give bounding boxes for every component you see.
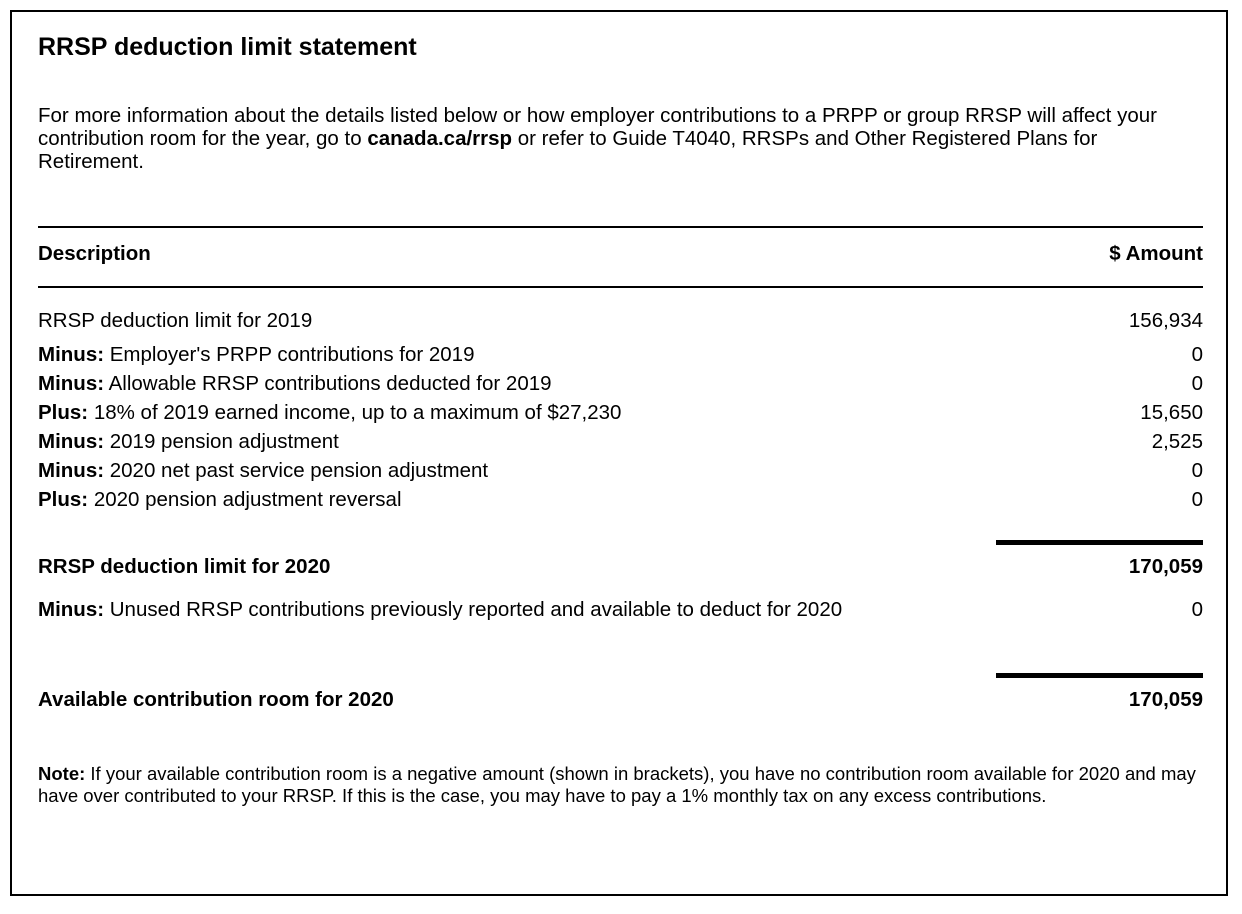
total-rule [996, 673, 1203, 678]
subtotal-label: RRSP deduction limit for 2020 [38, 555, 331, 578]
row-label: 2020 pension adjustment reversal [88, 488, 402, 511]
row-amount: 156,934 [1128, 309, 1203, 332]
row-label: Unused RRSP contributions previously reported and available to deduct for 2020 [104, 598, 843, 621]
table-row [38, 488, 1203, 511]
subtotal-amount: 170,059 [1128, 555, 1203, 578]
note-text: If your available contribution room is a negative amount (shown in brackets), you have no contribution room available for 2020 and may have over contributed to your RRSP. If this is the case, you may have to pay a 1% monthly tax on any excess contributions. [38, 763, 1196, 806]
row-label: Allowable RRSP contributions deducted for 2019 [104, 372, 552, 395]
note-prefix: Note: [38, 763, 86, 784]
row-label: RRSP deduction limit for 2019 [38, 309, 313, 332]
row-label: Employer's PRPP contributions for 2019 [104, 343, 475, 366]
unused-contributions-row [38, 598, 1203, 621]
row-prefix: Minus: [38, 430, 105, 453]
row-prefix: Plus: [38, 488, 89, 511]
table-header [38, 242, 1203, 265]
table-header-rule [38, 286, 1203, 288]
header-amount: $ Amount [1109, 242, 1203, 265]
row-amount: 0 [1191, 343, 1203, 366]
rrsp-link[interactable]: canada.ca/rrsp [367, 127, 513, 150]
row-amount: 0 [1191, 488, 1203, 511]
row-label: 18% of 2019 earned income, up to a maximum of $27,230 [88, 401, 622, 424]
row-label: 2019 pension adjustment [104, 430, 339, 453]
table-row [38, 401, 1203, 424]
row-amount: 15,650 [1140, 401, 1203, 424]
total-label: Available contribution room for 2020 [38, 688, 394, 711]
intro-paragraph [38, 104, 1203, 173]
row-label: 2020 net past service pension adjustment [104, 459, 489, 482]
total-row [38, 688, 1203, 711]
header-description: Description [38, 242, 151, 265]
table-row [38, 372, 1203, 395]
table-row [38, 430, 1203, 453]
subtotal-row [38, 555, 1203, 578]
table-row [38, 459, 1203, 482]
row-prefix: Minus: [38, 372, 105, 395]
row-amount: 0 [1191, 372, 1203, 395]
statement-title: RRSP deduction limit statement [38, 33, 417, 61]
intro-text-before: For more information about the details listed below or how employer contributions to a PRPP or group RRSP will affect your contribution room for the year, go to [38, 104, 1157, 150]
row-amount: 0 [1191, 459, 1203, 482]
total-amount: 170,059 [1128, 688, 1203, 711]
intro-text-after: or refer to Guide T4040, RRSPs and Other Registered Plans for Retirement. [38, 127, 1098, 173]
row-prefix: Minus: [38, 459, 105, 482]
row-amount: 2,525 [1151, 430, 1203, 453]
row-amount: 0 [1191, 598, 1203, 621]
note-paragraph [38, 763, 1203, 807]
table-row [38, 309, 1203, 332]
table-top-rule [38, 226, 1203, 228]
row-prefix: Plus: [38, 401, 89, 424]
row-prefix: Minus: [38, 343, 105, 366]
table-row [38, 343, 1203, 366]
row-prefix: Minus: [38, 598, 105, 621]
subtotal-rule [996, 540, 1203, 545]
